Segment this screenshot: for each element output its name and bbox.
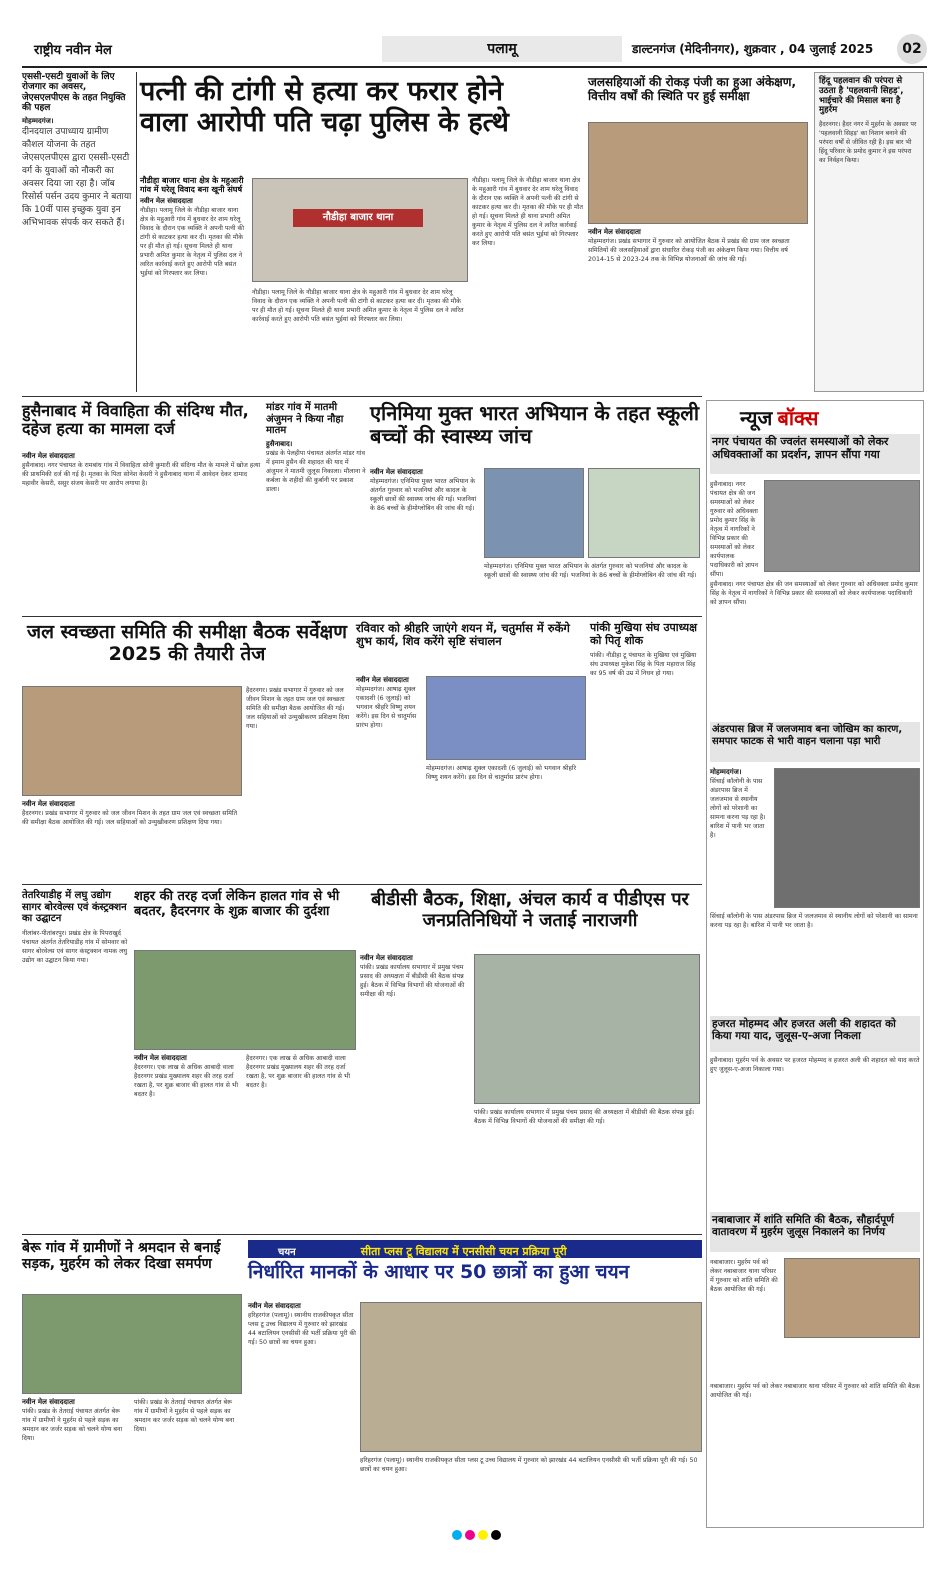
health-check-photo: [484, 468, 584, 558]
beru-headline: बेरू गांव में ग्रामीणों ने श्रमदान से बनाई सड़क, मुहर्रम को लेकर दिखा समर्पण: [22, 1240, 221, 1273]
byline: नवीन मेल संवाददाता: [360, 954, 413, 962]
color-swatch: [465, 1530, 475, 1540]
banner-photo: [588, 468, 700, 558]
byline: मोहम्मदगंज।: [22, 117, 54, 126]
headline: तेतरियाडीह में लघु उद्योग सागर बोरवेल्स एवं कंस्ट्रक्शन का उद्घाटन: [22, 890, 127, 924]
road-work-photo: [22, 1294, 242, 1394]
protest-photo: [764, 480, 920, 572]
byline: हुसैनाबाद।: [266, 439, 293, 448]
body-text: हरिहरगंज (पलामू)। स्थानीय राजकीयकृत सीता प्लस टू उच्च विद्यालय में गुरुवार को झारखंड 44 बटालियन एनसीसी की भर्ती प्रक्रिया पूरी की गई। 50 छात्रों का चयन हुआ।: [248, 1312, 356, 1346]
bdo-meeting-photo: [474, 954, 700, 1104]
news-box-item3-headline: हजरत मोहम्मद और हजरत अली की शहादत को किया गया याद, जुलूस-ए-अजा निकला: [710, 1016, 920, 1052]
body-text: पांकी। प्रखंड कार्यालय सभागार में प्रमुख पंचम प्रसाद की अध्यक्षता में बीडीसी की बैठक संपन्न हुई। बैठक में विभिन्न विभागों की योजनाओं की समीक्षा की गई।: [360, 964, 465, 998]
column-rule: [136, 72, 137, 392]
beru-story: [22, 1398, 130, 1522]
color-swatch: [452, 1530, 462, 1540]
news-box-item4-headline: नबाबाजार में शांति समिति की बैठक, सौहार्दपूर्ण वातावरण में मुहर्रम जुलूस निकालने का निर्णय: [710, 1212, 920, 1252]
ncc-selection-photo: [360, 1302, 702, 1452]
body-text: पांकी। प्रखंड के तेतराई पंचायत अंतर्गत बेरू गांव में ग्रामीणों ने मुहर्रम से पहले सड़क का श्रमदान कर जर्जर सड़क को चलने योग्य बना दिया।: [22, 1408, 123, 1442]
hussainabad-headline: हुसैनाबाद में विवाहिता की संदिग्ध मौत, दहेज हत्या का मामला दर्ज: [22, 401, 249, 439]
news-box-item1-headline: नगर पंचायत की ज्वलंत समस्याओं को लेकर अधिवक्ताओं का प्रदर्शन, ज्ञापन सौंपा गया: [710, 434, 920, 474]
bdo-story: [360, 954, 470, 1230]
jal-sahiya-headline: जलसहियाओं की रोकड़ पंजी का हुआ अंकेक्षण, वित्तीय वर्षों की स्थिति पर हुई समीक्षा: [588, 75, 797, 103]
subhead: सीता प्लस टू विद्यालय में एनसीसी चयन प्रक्रिया पूरी: [360, 1245, 567, 1258]
body-text-cont2: नौडीहा। पलामू जिले के नौडीहा बाजार थाना क्षेत्र के महुआरी गांव में बुधवार देर शाम घरेलू विवाद के दौरान एक व्यक्ति ने अपनी पत्नी की टांगी से काटकर हत्या कर दी। मृतका की मौके पर ही मौत हो गई। सूचना मिलते ही थाना प्रभारी अमित कुमार के नेतृत्व में पुलिस दल ने त्वरित कार्रवाई करते हुए आरोपी पति बसंत भुईयां को गिरफ्तार कर लिया।: [472, 177, 583, 247]
jal-swachhta-body-cont: हैदरनगर। प्रखंड सभागार में गुरुवार को जल जीवन मिशन के तहत ग्राम जल एवं स्वच्छता समिति की समीक्षा बैठक आयोजित की गई। जल सहियाओं को उन्मुखीकरण प्रशिक्षण दिया गया।: [246, 687, 350, 730]
body-text: नौडीहा। पलामू जिले के नौडीहा बाजार थाना क्षेत्र के महुआरी गांव में बुधवार देर शाम घरेलू विवाद के दौरान एक व्यक्ति ने अपनी पत्नी की टांगी से काटकर हत्या कर दी। मृतका की मौके पर ही मौत हो गई। सूचना मिलते ही थाना प्रभारी अमित कुमार के नेतृत्व में पुलिस दल ने त्वरित कार्रवाई करते हुए आरोपी पति बसंत भुईयां को गिरफ्तार कर लिया।: [140, 207, 244, 278]
item4-body: नबाबाजार। मुहर्रम पर्व को लेकर नबाबाजार थाना परिसर में गुरुवार को शांति समिति की बैठक आयोजित की गई।: [710, 1259, 778, 1293]
item2-body-cont: सिंचाई कॉलोनी के पास अंडरपास ब्रिज में जलजमाव से स्थानीय लोगों को परेशानी का सामना करना पड़ रहा है। बारिश में पानी भर जाता है।: [710, 913, 918, 929]
body-text: दीनदयाल उपाध्याय ग्रामीण कौशल योजना के तहत जेएसएलपीएस द्वारा एससी-एसटी वर्ग के युवाओं को नौकरी का अवसर दिया जा रहा है। जॉब रिसोर्स पर्सन उदय कुमार ने बताया कि 10वीं पास इच्छुक युवा इन अभिभावक संपर्क कर सकते हैं।: [22, 127, 132, 229]
bdo-body-cont: पांकी। प्रखंड कार्यालय सभागार में प्रमुख पंचम प्रसाद की अध्यक्षता में बीडीसी की बैठक संपन्न हुई। बैठक में विभिन्न विभागों की योजनाओं की समीक्षा की गई।: [474, 1109, 695, 1125]
byline: नवीन मेल संवाददाता: [356, 676, 409, 684]
byline: नवीन मेल संवाददाता: [370, 468, 423, 476]
mandar-story: [266, 402, 366, 612]
market-road-photo: [134, 950, 356, 1050]
jal-swachhta-story: [22, 800, 242, 880]
dateline: डाल्टनगंज (मेदिनीनगर), शुक्रवार , 04 जुलाई 2025: [632, 42, 874, 56]
item1-body-cont: हुसैनाबाद। नगर पंचायत क्षेत्र की जन समस्याओं को लेकर गुरुवार को अधिवक्ता प्रमोद कुमार सिंह के नेतृत्व में नागरिकों ने विभिन्न प्रकार की समस्याओं को लेकर कार्यपालक पदाधिकारी को ज्ञापन सौंपा।: [710, 581, 918, 606]
byline: नवीन मेल संवाददाता: [140, 197, 193, 206]
body-text: नीलांबर-पीतांबरपुर। प्रखंड क्षेत्र के पिपराखुर्द पंचायत अंतर्गत तेतरियाडीह गांव में सोमवार को सागर बोरवेल्स एवं सागर कंस्ट्रक्शन नामक लघु उद्योग का उद्घाटन किया गया।: [22, 929, 128, 964]
ravivar-body-cont: मोहम्मदगंज। आषाढ़ शुक्ल एकादशी (6 जुलाई) को भगवान श्रीहरि विष्णु शयन करेंगे। इस दिन से चातुर्मास प्रारंभ होगा।: [426, 765, 577, 781]
chayan-headline: निर्धारित मानकों के आधार पर 50 छात्रों का हुआ चयन: [248, 1261, 630, 1283]
left-brief: [22, 72, 132, 392]
body-text: सिंचाई कॉलोनी के पास अंडरपास ब्रिज में जलजमाव से स्थानीय लोगों को परेशानी का सामना करना पड़ रहा है। बारिश में पानी भर जाता है।: [710, 778, 766, 839]
byline: नवीन मेल संवाददाता: [22, 452, 75, 460]
kicker: नौडीहा बाजार थाना क्षेत्र के महुआरी गांव में घरेलू विवाद बना खूनी संघर्ष: [140, 176, 244, 195]
headline: हिंदू पहलवान की परंपरा से उठता है 'पहलवानी सिहड़', भाईचारे की मिसाल बना है मुहर्रम: [819, 76, 904, 116]
headline: एससी-एसटी युवाओं के लिए रोजगार का अवसर, जेएसएलपीएस के तहत नियुक्ति की पहल: [22, 72, 126, 114]
body-text: प्रखंड के पेलहीपा पंचायत अंतर्गत मांडर गांव में इमाम हुसैन की शहादत की याद में अंजुमन ने मातमी जुलूस निकाला। मौलाना ने कर्बला के शहीदों की कुर्बानी पर प्रकाश डाला।: [266, 449, 366, 493]
underpass-photo: [774, 768, 920, 908]
body-text: मोहम्मदगंज। प्रखंड सभागार में गुरुवार को आयोजित बैठक में प्रखंड की ग्राम जल स्वच्छता समितियों की जलसहियाओं द्वारा संधारित रोकड़ पंजी का अंकेक्षण किया गया। वित्तीय वर्ष 2014-15 से 2023-24 तक के विभिन्न योजनाओं की जांच की गई।: [588, 238, 790, 263]
anaemia-story: [370, 468, 480, 612]
byline: नवीन मेल संवाददाता: [22, 800, 75, 808]
anaemia-headline: एनिमिया मुक्त भारत अभियान के तहत स्कूली बच्चों की स्वास्थ्य जांच: [370, 401, 699, 448]
hussainabad-story: [22, 452, 262, 612]
news-box-item2-headline: अंडरपास ब्रिज में जलजमाव बना जोखिम का कारण, समपार फाटक से भारी वाहन चलाना पड़ा भारी: [710, 722, 920, 762]
page-number: 02: [897, 34, 927, 64]
body-text: हैदरनगर। प्रखंड सभागार में गुरुवार को जल जीवन मिशन के तहत ग्राम जल एवं स्वच्छता समिति की समीक्षा बैठक आयोजित की गई। जल सहियाओं को उन्मुखीकरण प्रशिक्षण दिया गया।: [22, 810, 238, 826]
item2-story: [710, 768, 770, 908]
lead-headline: पत्नी की टांगी से हत्या कर फरार होने वाला आरोपी पति चढ़ा पुलिस के हत्थे: [140, 76, 509, 139]
chayan-tagbar: [248, 1240, 702, 1258]
headline: पांकी मुखिया संघ उपाध्यक्ष को पितृ शोक: [590, 621, 698, 647]
item4-body-cont: नबाबाजार। मुहर्रम पर्व को लेकर नबाबाजार थाना परिसर में गुरुवार को शांति समिति की बैठक आयोजित की गई।: [710, 1383, 920, 1399]
beru-body-cont: पांकी। प्रखंड के तेतराई पंचायत अंतर्गत बेरू गांव में ग्रामीणों ने मुहर्रम से पहले सड़क का श्रमदान कर जर्जर सड़क को चलने योग्य बना दिया।: [134, 1399, 235, 1433]
item3-body: हुसैनाबाद। मुहर्रम पर्व के अवसर पर हजरत मोहम्मद व हजरत अली की शहादत को याद करते हुए जुलूस-ए-अजा निकाला गया।: [710, 1057, 920, 1073]
print-registration-strip: [22, 1525, 927, 1537]
meeting-photo-2: [22, 686, 242, 796]
body-text: हुसैनाबाद। नगर पंचायत के रामबांध गांव में विवाहिता सोनी कुमारी की संदिग्ध मौत के मामले में खोज हत्या की प्राथमिकी दर्ज की गई है। मृतका के पिता सोनेश केसरी ने हुसैनाबाद थाना में आवेदन देकर दामाद महावीर केसरी, ससुर संजय केसरी पर आरोप लगाया है।: [22, 462, 261, 487]
byline: नवीन मेल संवाददाता: [134, 1054, 187, 1062]
anaemia-body-cont: मोहम्मदगंज। एनिमिया मुक्त भारत अभियान के अंतर्गत गुरुवार को भजनियां और कादल के स्कूली छात्रों की स्वास्थ्य जांच की गई। भजनियां के 86 बच्चों के हीमोग्लोबिन की जांच की गई।: [484, 563, 697, 579]
shahar-story: [134, 1054, 242, 1230]
news-box-title: न्यूज बॉक्स: [740, 406, 819, 430]
color-swatch: [478, 1530, 488, 1540]
chayan-story: [248, 1302, 356, 1522]
body-text: हैदरनगर। एक लाख से अधिक आबादी वाला हैदरनगर प्रखंड मुख्यालय शहर की तरह दर्जा रखता है, पर शुक्र बाजार की हालत गांव से भी बदतर है।: [134, 1064, 238, 1098]
ravivar-headline: रविवार को श्रीहरि जाएंगे शयन में, चतुर्मास में रुकेंगे शुभ कार्य, शिव करेंगे सृष्टि संचालन: [356, 621, 570, 649]
color-swatch: [491, 1530, 501, 1540]
byline: मोहम्मदगंज।: [710, 768, 742, 776]
item1-body: हुसैनाबाद। नगर पंचायत क्षेत्र की जन समस्याओं को लेकर गुरुवार को अधिवक्ता प्रमोद कुमार सिंह के नेतृत्व में नागरिकों ने विभिन्न प्रकार की समस्याओं को लेकर कार्यपालक पदाधिकारी को ज्ञापन सौंपा।: [710, 481, 758, 578]
cmyk-swatches: [452, 1525, 504, 1544]
jal-swachhta-headline: जल स्वच्छता समिति की समीक्षा बैठक सर्वेक्षण 2025 की तैयारी तेज: [27, 621, 347, 665]
body-text: हैदरनगर। हैदर नगर में मुहर्रम के अवसर पर 'पहलवानी सिहड़' का निशान बनाने की परंपरा वर्षों से जीवित रही है। इस बार भी हिंदू परिवार के प्रमोद कुमार ने इस परंपरा का निर्वहन किया।: [819, 121, 917, 165]
headline: मांडर गांव में मातमी अंजुमन ने किया नौहा मातम: [266, 402, 344, 436]
shahar-headline: शहर की तरह दर्जा लेकिन हालत गांव से भी बदतर, हैदरनगर के शुक्र बाजार की दुर्दशा: [134, 889, 340, 919]
police-station-photo: [252, 178, 468, 282]
byline: नवीन मेल संवाददाता: [588, 228, 641, 236]
right-brief: [814, 72, 924, 392]
body-text-cont: नौडीहा। पलामू जिले के नौडीहा बाजार थाना क्षेत्र के महुआरी गांव में बुधवार देर शाम घरेलू विवाद के दौरान एक व्यक्ति ने अपनी पत्नी की टांगी से काटकर हत्या कर दी। मृतका की मौके पर ही मौत हो गई। सूचना मिलते ही थाना प्रभारी अमित कुमार के नेतृत्व में पुलिस दल ने त्वरित कार्रवाई करते हुए आरोपी पति बसंत भुईयां को गिरफ्तार कर लिया।: [252, 289, 464, 323]
body-text: पांकी। नौडीहा टू पंचायत के मुखिया एवं मुखिया संघ उपाध्यक्ष मुकेश सिंह के पिता महाराज सिंह का 95 वर्ष की उम्र में निधन हो गया।: [590, 652, 697, 678]
teliyadih-story: [22, 890, 130, 1230]
building-sign: नौडीहा बाजार थाना: [293, 209, 423, 227]
masthead: [22, 28, 927, 68]
byline: नवीन मेल संवाददाता: [22, 1398, 75, 1406]
byline: नवीन मेल संवाददाता: [248, 1302, 301, 1310]
jal-sahiya-story: [588, 228, 808, 392]
bdo-headline: बीडीसी बैठक, शिक्षा, अंचल कार्य व पीडीएस पर जनप्रतिनिधियों ने जताई नाराजगी: [371, 889, 689, 931]
peace-meeting-photo: [784, 1258, 920, 1338]
section-label: पलामू: [382, 36, 622, 62]
meeting-photo: [588, 122, 808, 224]
shahar-body-cont: हैदरनगर। एक लाख से अधिक आबादी वाला हैदरनगर प्रखंड मुख्यालय शहर की तरह दर्जा रखता है, पर शुक्र बाजार की हालत गांव से भी बदतर है।: [246, 1055, 350, 1089]
chayan-body-cont: हरिहरगंज (पलामू)। स्थानीय राजकीयकृत सीता प्लस टू उच्च विद्यालय में गुरुवार को झारखंड 44 बटालियन एनसीसी की भर्ती प्रक्रिया पूरी की गई। 50 छात्रों का चयन हुआ।: [360, 1457, 698, 1473]
vishnu-shiva-image: [426, 676, 586, 760]
brand-logo: राष्ट्रीय नवीन मेल: [34, 43, 112, 58]
lead-story-col: [140, 176, 248, 392]
panki-story: [590, 622, 702, 880]
body-text: मोहम्मदगंज। एनिमिया मुक्त भारत अभियान के अंतर्गत गुरुवार को भजनियां और कादल के स्कूली छात्रों की स्वास्थ्य जांच की गई। भजनियां के 86 बच्चों के हीमोग्लोबिन की जांच की गई।: [370, 478, 477, 512]
tag-label: चयन: [278, 1247, 296, 1258]
body-text: मोहम्मदगंज। आषाढ़ शुक्ल एकादशी (6 जुलाई) को भगवान श्रीहरि विष्णु शयन करेंगे। इस दिन से चातुर्मास प्रारंभ होगा।: [356, 686, 417, 729]
ravivar-story: [356, 676, 422, 880]
